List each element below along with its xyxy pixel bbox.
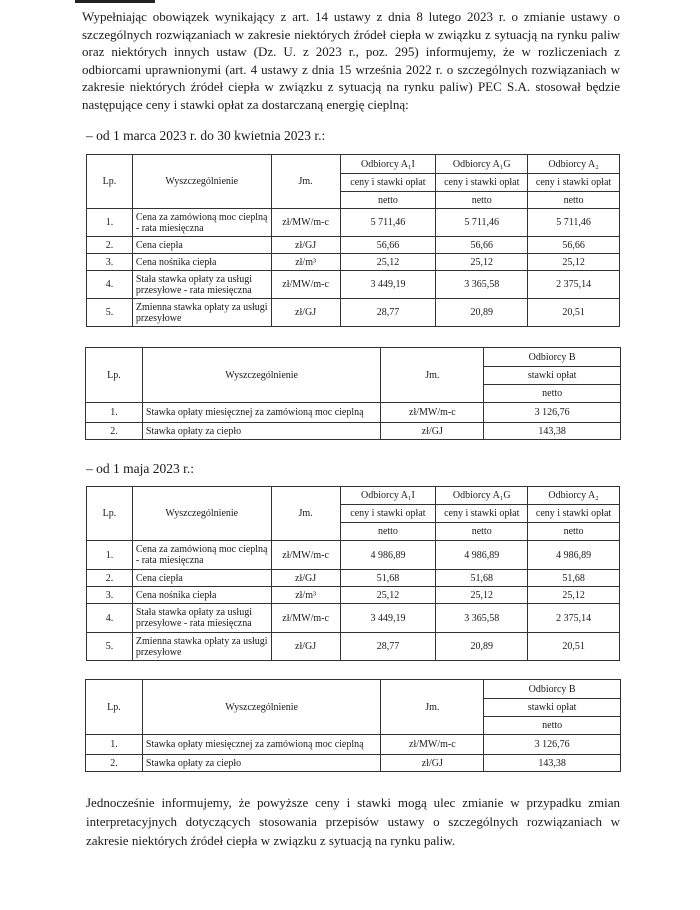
cell-a2: 56,66 — [528, 237, 620, 254]
cell-unit: zł/MW/m-c — [271, 271, 340, 299]
cell-a1g: 3 365,58 — [436, 604, 528, 633]
cell-unit: zł/m³ — [271, 587, 340, 604]
header-rates: ceny i stawki opłat — [340, 505, 436, 523]
cell-a1g: 5 711,46 — [436, 209, 528, 237]
header-a1i: Odbiorcy A₁I — [340, 155, 436, 174]
header-a2: Odbiorcy A₂ — [528, 487, 620, 505]
cell-a1i: 4 986,89 — [340, 541, 436, 570]
cell-a1g: 4 986,89 — [436, 541, 528, 570]
header-net: netto — [340, 192, 436, 209]
cell-lp: 1. — [87, 541, 133, 570]
cell-a2: 51,68 — [528, 570, 620, 587]
header-unit: Jm. — [381, 680, 484, 735]
cell-a1i: 25,12 — [340, 254, 436, 271]
cell-unit: zł/MW/m-c — [381, 403, 484, 423]
cell-b: 143,38 — [484, 423, 621, 440]
table-row — [87, 271, 620, 299]
cell-lp: 2. — [86, 423, 143, 440]
cell-a1g: 3 365,58 — [436, 271, 528, 299]
cell-a2: 20,51 — [528, 633, 620, 661]
table-row — [86, 403, 621, 423]
cell-a2: 4 986,89 — [528, 541, 620, 570]
cell-a2: 2 375,14 — [528, 271, 620, 299]
period-march-heading: – od 1 marca 2023 r. do 30 kwietnia 2023 r.: — [86, 128, 326, 143]
header-rates: ceny i stawki opłat — [436, 505, 528, 523]
header-a2: Odbiorcy A₂ — [528, 155, 620, 174]
header-rates: stawki opłat — [484, 367, 621, 385]
table-row — [87, 237, 620, 254]
cell-unit: zł/MW/m-c — [271, 209, 340, 237]
header-lp: Lp. — [87, 487, 133, 541]
cell-item: Stała stawka opłaty za usługi przesyłowe - rata miesięczna — [132, 271, 271, 299]
cell-lp: 2. — [87, 237, 133, 254]
header-rates: ceny i stawki opłat — [528, 505, 620, 523]
cell-unit: zł/MW/m-c — [271, 604, 340, 633]
table-row — [87, 254, 620, 271]
cell-b: 3 126,76 — [484, 735, 621, 755]
cell-lp: 5. — [87, 633, 133, 661]
header-rates: stawki opłat — [484, 699, 621, 717]
cell-item: Stawka opłaty za ciepło — [142, 755, 381, 772]
cell-item: Stała stawka opłaty za usługi przesyłowe - rata miesięczna — [132, 604, 271, 633]
table-row — [86, 755, 621, 772]
cell-item: Stawka opłaty miesięcznej za zamówioną moc cieplną — [142, 403, 381, 423]
header-lp: Lp. — [86, 348, 143, 403]
cell-a2: 5 711,46 — [528, 209, 620, 237]
cell-a1i: 5 711,46 — [340, 209, 436, 237]
cell-b: 3 126,76 — [484, 403, 621, 423]
top-rule — [75, 0, 155, 3]
header-rates: ceny i stawki opłat — [340, 174, 436, 192]
cell-a1g: 25,12 — [436, 587, 528, 604]
cell-unit: zł/GJ — [381, 755, 484, 772]
cell-a1i: 25,12 — [340, 587, 436, 604]
header-item: Wyszczególnienie — [142, 680, 381, 735]
cell-a1g: 20,89 — [436, 299, 528, 327]
cell-item: Cena za zamówioną moc cieplną - rata miesięczna — [132, 541, 271, 570]
intro-paragraph: Wypełniając obowiązek wynikający z art. 14 ustawy z dnia 8 lutego 2023 r. o zmianie ustawy o szczególnych rozwiązaniach w zakresie niektórych źródeł ciepła w związku z sytuacją na rynku paliw oraz niektórych innych ustaw (Dz. U. z 2023 r., poz. 295) informujemy, że w rozliczeniach z odbiorcami uprawnionymi (art. 4 ustawy z dnia 15 września 2022 r. o szczególnych rozwiązaniach w zakresie niektórych źródeł ciepła w związku z sytuacją na rynku paliw) PEC S.A. stosował będzie następujące ceny i stawki opłat za dostarczaną energię cieplną: — [82, 9, 620, 112]
cell-item: Zmienna stawka opłaty za usługi przesyłowe — [132, 633, 271, 661]
cell-unit: zł/GJ — [271, 299, 340, 327]
cell-unit: zł/GJ — [381, 423, 484, 440]
header-item: Wyszczególnienie — [142, 348, 381, 403]
header-unit: Jm. — [381, 348, 484, 403]
table-row — [87, 587, 620, 604]
table-row — [86, 735, 621, 755]
cell-item: Cena ciepła — [132, 237, 271, 254]
table-row — [86, 423, 621, 440]
header-b: Odbiorcy B — [484, 680, 621, 699]
cell-unit: zł/GJ — [271, 570, 340, 587]
header-lp: Lp. — [87, 155, 133, 209]
cell-lp: 2. — [87, 570, 133, 587]
header-unit: Jm. — [271, 487, 340, 541]
table-b-may — [85, 679, 621, 772]
cell-lp: 1. — [87, 209, 133, 237]
cell-unit: zł/m³ — [271, 254, 340, 271]
header-item: Wyszczególnienie — [132, 487, 271, 541]
table-row — [87, 570, 620, 587]
header-rates: ceny i stawki opłat — [528, 174, 620, 192]
closing-paragraph: Jednocześnie informujemy, że powyższe ceny i stawki mogą ulec zmianie w przypadku zmian interpretacyjnych dotyczących stosowania przepisów ustawy o szczególnych rozwiązaniach w zakresie niektórych źródeł ciepła w związku z sytuacją na rynku paliw. — [86, 795, 620, 848]
cell-a1i: 3 449,19 — [340, 604, 436, 633]
table-row — [87, 541, 620, 570]
cell-lp: 2. — [86, 755, 143, 772]
header-net: netto — [484, 717, 621, 735]
table-a-may — [86, 486, 620, 661]
cell-item: Cena nośnika ciepła — [132, 254, 271, 271]
cell-a2: 20,51 — [528, 299, 620, 327]
header-b: Odbiorcy B — [484, 348, 621, 367]
cell-item: Stawka opłaty za ciepło — [142, 423, 381, 440]
cell-unit: zł/GJ — [271, 237, 340, 254]
cell-a2: 25,12 — [528, 254, 620, 271]
header-a1g: Odbiorcy A₁G — [436, 487, 528, 505]
cell-item: Cena za zamówioną moc cieplną - rata miesięczna — [132, 209, 271, 237]
cell-a2: 2 375,14 — [528, 604, 620, 633]
period-may-heading: – od 1 maja 2023 r.: — [86, 461, 194, 476]
table-row — [87, 299, 620, 327]
header-lp: Lp. — [86, 680, 143, 735]
table-row — [87, 633, 620, 661]
cell-item: Zmienna stawka opłaty za usługi przesyłowe — [132, 299, 271, 327]
cell-unit: zł/GJ — [271, 633, 340, 661]
header-net: netto — [436, 523, 528, 541]
header-net: netto — [340, 523, 436, 541]
cell-unit: zł/MW/m-c — [381, 735, 484, 755]
cell-lp: 3. — [87, 587, 133, 604]
table-b-march — [85, 347, 621, 440]
cell-b: 143,38 — [484, 755, 621, 772]
table-row — [87, 209, 620, 237]
header-rates: ceny i stawki opłat — [436, 174, 528, 192]
cell-lp: 4. — [87, 604, 133, 633]
cell-a1i: 3 449,19 — [340, 271, 436, 299]
table-a-march — [86, 154, 620, 327]
cell-lp: 1. — [86, 403, 143, 423]
header-net: netto — [528, 523, 620, 541]
header-net: netto — [436, 192, 528, 209]
cell-lp: 1. — [86, 735, 143, 755]
header-unit: Jm. — [271, 155, 340, 209]
cell-a1i: 28,77 — [340, 299, 436, 327]
cell-a1i: 28,77 — [340, 633, 436, 661]
cell-lp: 3. — [87, 254, 133, 271]
cell-a1g: 51,68 — [436, 570, 528, 587]
cell-unit: zł/MW/m-c — [271, 541, 340, 570]
cell-lp: 4. — [87, 271, 133, 299]
header-item: Wyszczególnienie — [132, 155, 271, 209]
cell-item: Cena nośnika ciepła — [132, 587, 271, 604]
cell-a1g: 25,12 — [436, 254, 528, 271]
header-a1g: Odbiorcy A₁G — [436, 155, 528, 174]
cell-a1g: 20,89 — [436, 633, 528, 661]
header-a1i: Odbiorcy A₁I — [340, 487, 436, 505]
header-net: netto — [484, 385, 621, 403]
table-row — [87, 604, 620, 633]
cell-a1g: 56,66 — [436, 237, 528, 254]
cell-item: Cena ciepła — [132, 570, 271, 587]
cell-item: Stawka opłaty miesięcznej za zamówioną moc cieplną — [142, 735, 381, 755]
cell-lp: 5. — [87, 299, 133, 327]
header-net: netto — [528, 192, 620, 209]
cell-a1i: 51,68 — [340, 570, 436, 587]
cell-a2: 25,12 — [528, 587, 620, 604]
cell-a1i: 56,66 — [340, 237, 436, 254]
